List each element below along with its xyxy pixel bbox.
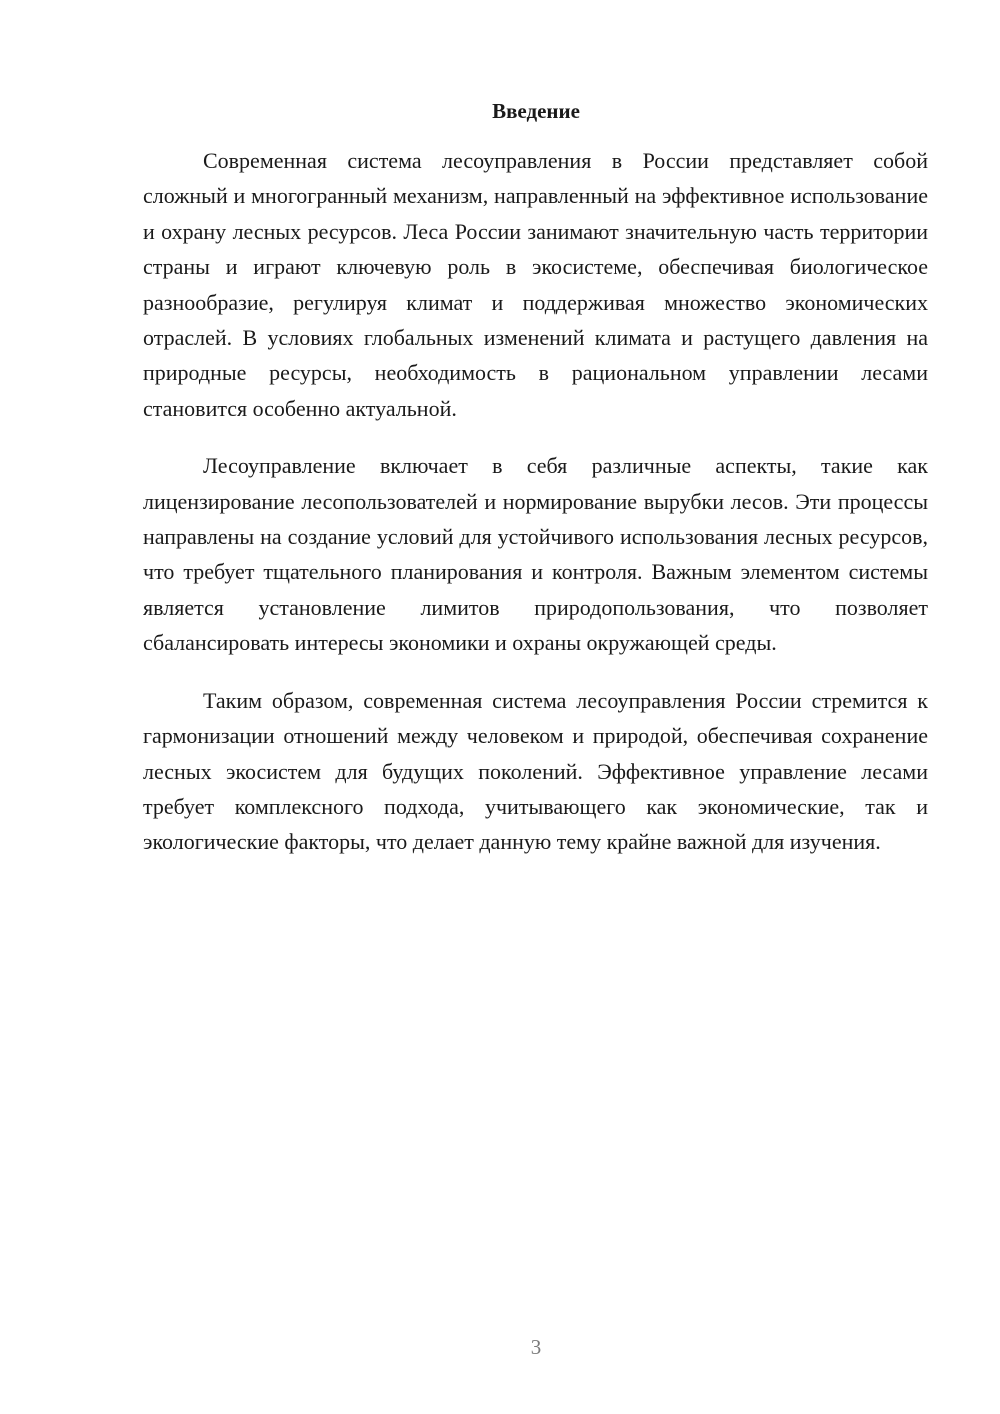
paragraph-1: Современная система лесоуправления в России представляет собой сложный и многогранный механизм, направленный на эффективное использование и охрану лесных ресурсов. Леса России занимают значительную часть территории страны и играют ключевую роль в экосистеме, обеспечивая биологическое разнообразие, регулируя климат и поддерживая множество экономических отраслей. В условиях глобальных изменений климата и растущего давления на природные ресурсы, необходимость в рациональном управлении лесами становится особенно актуальной. (143, 148, 928, 421)
page-number: 3 (530, 1335, 542, 1359)
section-heading: Введение (492, 99, 580, 123)
body-text (143, 143, 928, 882)
paragraph-3: Таким образом, современная система лесоуправления России стремится к гармонизации отношений между человеком и природой, обеспечивая сохранение лесных экосистем для будущих поколений. Эффективное управление лесами требует комплексного подхода, учитывающего как экономические, так и экологические факторы, что делает данную тему крайне важной для изучения. (143, 687, 928, 855)
paragraph-2: Лесоуправление включает в себя различные аспекты, такие как лицензирование лесопользователей и нормирование вырубки лесов. Эти процессы направлены на создание условий для устойчивого использования лесных ресурсов, что требует тщательного планирования и контроля. Важным элементом системы является установление лимитов природопользования, что позволяет сбалансировать интересы экономики и охраны окружающей среды. (143, 453, 928, 656)
